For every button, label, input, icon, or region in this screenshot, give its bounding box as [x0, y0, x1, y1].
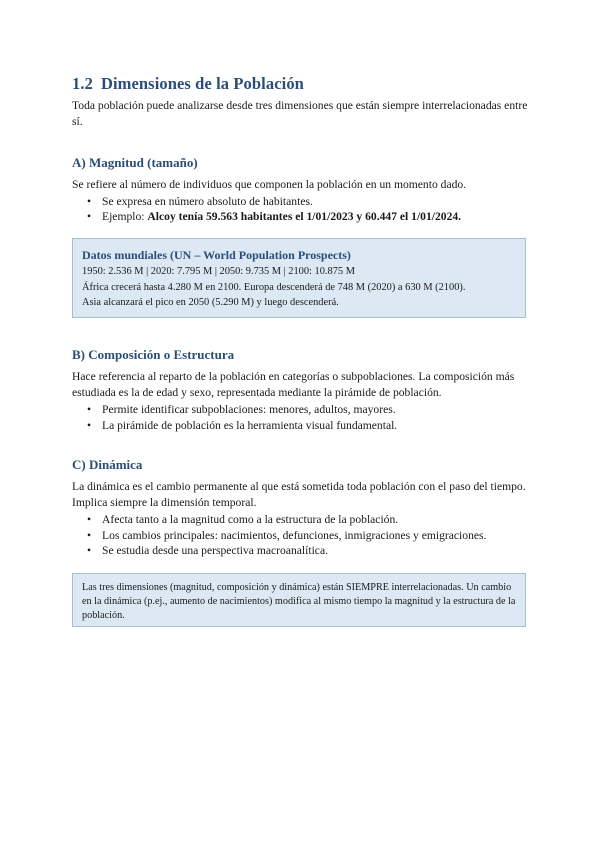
section-title-text: Dimensiones de la Población	[100, 74, 304, 93]
list-item: • Afecta tanto a la magnitud como a la estructura de la población.	[87, 513, 399, 526]
list-item: • Permite identificar subpoblaciones: menores, adultos, mayores.	[87, 403, 396, 416]
dinamica-bullet-list	[72, 512, 528, 559]
dinamica-heading: C) Dinámica	[72, 457, 143, 472]
intro-paragraph-block	[72, 98, 528, 129]
world-data-box	[72, 238, 526, 318]
dinamica-paragraph: La dinámica es el cambio permanente al que está sometida toda población con el paso del tiempo. Implica siempre la dimensión temporal.	[72, 480, 526, 509]
list-item: • Los cambios principales: nacimientos, defunciones, inmigraciones y emigraciones.	[87, 528, 487, 542]
magnitud-section	[72, 155, 528, 225]
composicion-paragraph: Hace referencia al reparto de la población en categorías o subpoblaciones. La composición más estudiada es la de edad y sexo, representada mediante la pirámide de población.	[72, 370, 515, 399]
bullet-icon: •	[87, 418, 92, 432]
bullet-icon: •	[87, 544, 92, 557]
list-item: • Se expresa en número absoluto de habitantes.	[87, 194, 313, 208]
composicion-bullet-list	[72, 402, 528, 433]
list-item: • Se estudia desde una perspectiva macroanalítica.	[87, 544, 328, 557]
dinamica-section	[72, 457, 528, 559]
composicion-section	[72, 347, 528, 433]
section-title	[72, 74, 528, 94]
world-data-line: África crecerá hasta 4.280 M en 2100. Europa descenderá de 748 M (2020) a 630 M (2100).	[82, 281, 466, 293]
section-number: 1.2	[72, 74, 93, 93]
bullet-icon: •	[87, 528, 92, 542]
bullet-icon: •	[87, 513, 92, 526]
composicion-heading: B) Composición o Estructura	[72, 347, 235, 362]
section-header	[72, 74, 528, 94]
world-data-title: Datos mundiales (UN – World Population Prospects)	[82, 248, 351, 262]
bullet-icon: •	[87, 194, 92, 208]
bullet-icon: •	[87, 403, 92, 416]
magnitud-heading: A) Magnitud (tamaño)	[72, 155, 198, 170]
summary-box	[72, 573, 526, 627]
intro-paragraph: Toda población puede analizarse desde tres dimensiones que están siempre interrelacionadas entre sí.	[72, 99, 528, 128]
world-data-line: 1950: 2.536 M | 2020: 7.795 M | 2050: 9.735 M | 2100: 10.875 M	[82, 266, 355, 277]
magnitud-paragraph: Se refiere al número de individuos que componen la población en un momento dado.	[72, 178, 467, 191]
list-item: • La pirámide de población es la herramienta visual fundamental.	[87, 418, 398, 432]
list-item: • Ejemplo: Alcoy tenía 59.563 habitantes el 1/01/2023 y 60.447 el 1/01/2024.	[87, 210, 462, 223]
world-data-line: Asia alcanzará el pico en 2050 (5.290 M) y luego descenderá.	[82, 297, 339, 308]
summary-text: Las tres dimensiones (magnitud, composición y dinámica) están SIEMPRE interrelacionadas. Un cambio en la dinámica (p.ej., aumento de nacimientos) modifica al mismo tiempo la magnitud y la estructura de la población.	[82, 582, 516, 621]
magnitud-bullet-list	[72, 194, 528, 225]
bullet-icon: •	[87, 210, 92, 223]
example-bold-text: Alcoy tenía 59.563 habitantes el 1/01/2023 y 60.447 el 1/01/2024.	[147, 210, 462, 223]
